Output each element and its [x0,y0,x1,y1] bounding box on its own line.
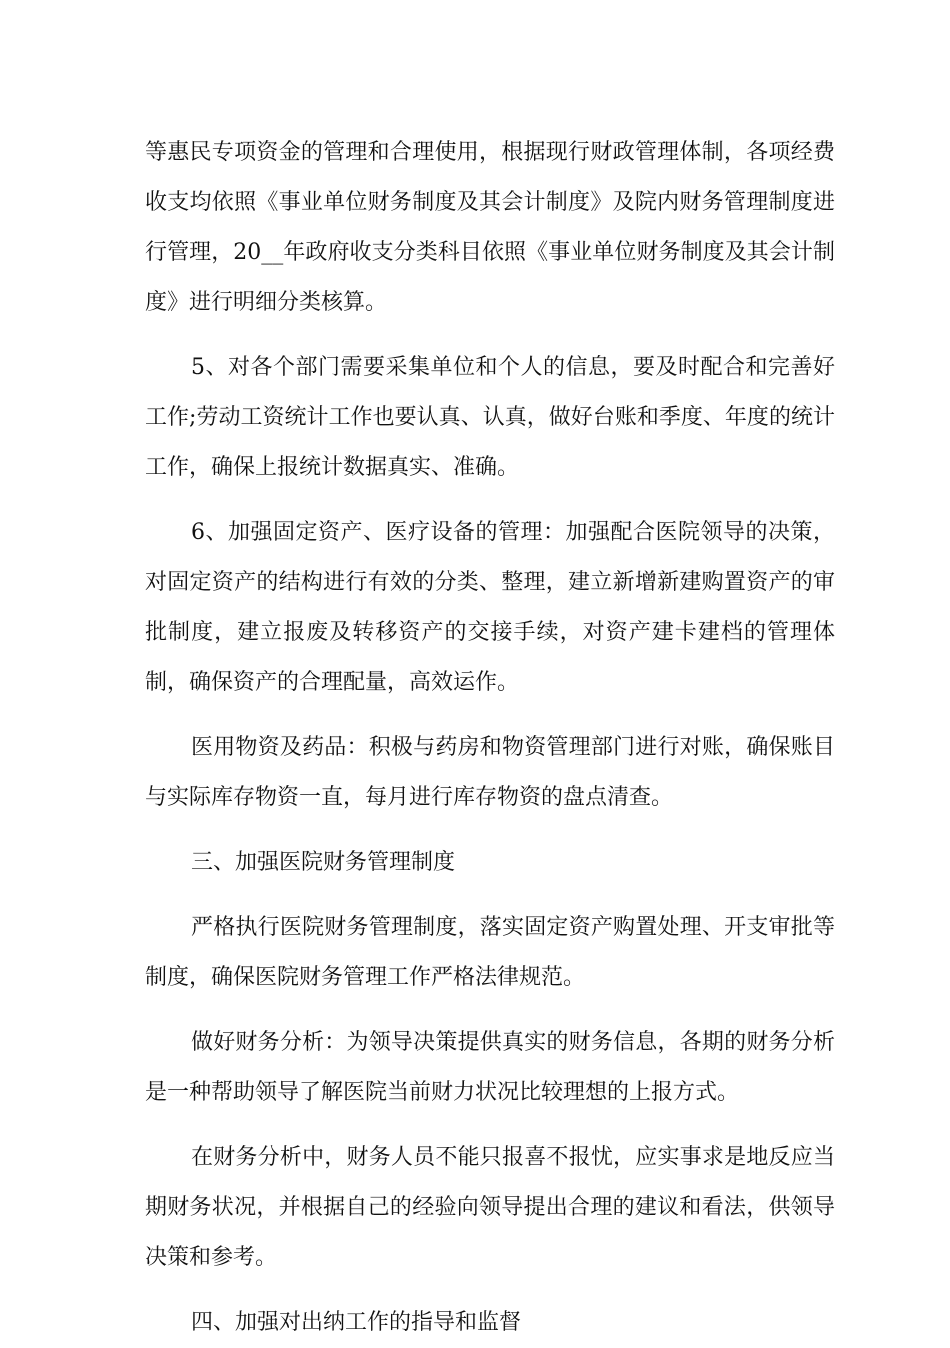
paragraph-financial-analysis: 做好财务分析：为领导决策提供真实的财务信息，各期的财务分析是一种帮助领导了解医院当前财力状况比较理想的上报方式。 [145,1030,835,1105]
section-heading-4: 四、加强对出纳工作的指导和监督 [191,1310,522,1335]
section-heading-3: 三、加强医院财务管理制度 [191,850,456,875]
document-body [145,128,835,1348]
paragraph-analysis-honesty: 在财务分析中，财务人员不能只报喜不报忧，应实事求是地反应当期财务状况，并根据自己的经验向领导提出合理的建议和看法，供领导决策和参考。 [145,1145,835,1270]
paragraph-special-funds: 等惠民专项资金的管理和合理使用，根据现行财政管理体制，各项经费收支均依照《事业单位财务制度及其会计制度》及院内财务管理制度进行管理，20__年政府收支分类科目依照《事业单位财务制度及其会计制度》进行明细分类核算。 [145,140,835,315]
paragraph-item-6: 6、加强固定资产、医疗设备的管理：加强配合医院领导的决策，对固定资产的结构进行有效的分类、整理，建立新增新建购置资产的审批制度，建立报废及转移资产的交接手续，对资产建卡建档的管理体制，确保资产的合理配量，高效运作。 [145,520,835,695]
paragraph-item-5: 5、对各个部门需要采集单位和个人的信息，要及时配合和完善好工作;劳动工资统计工作也要认真、认真，做好台账和季度、年度的统计工作，确保上报统计数据真实、准确。 [145,355,835,480]
paragraph-strict-rules: 严格执行医院财务管理制度，落实固定资产购置处理、开支审批等制度，确保医院财务管理工作严格法律规范。 [145,915,835,990]
paragraph-medical-supplies: 医用物资及药品：积极与药房和物资管理部门进行对账，确保账目与实际库存物资一直，每月进行库存物资的盘点清查。 [145,735,835,810]
